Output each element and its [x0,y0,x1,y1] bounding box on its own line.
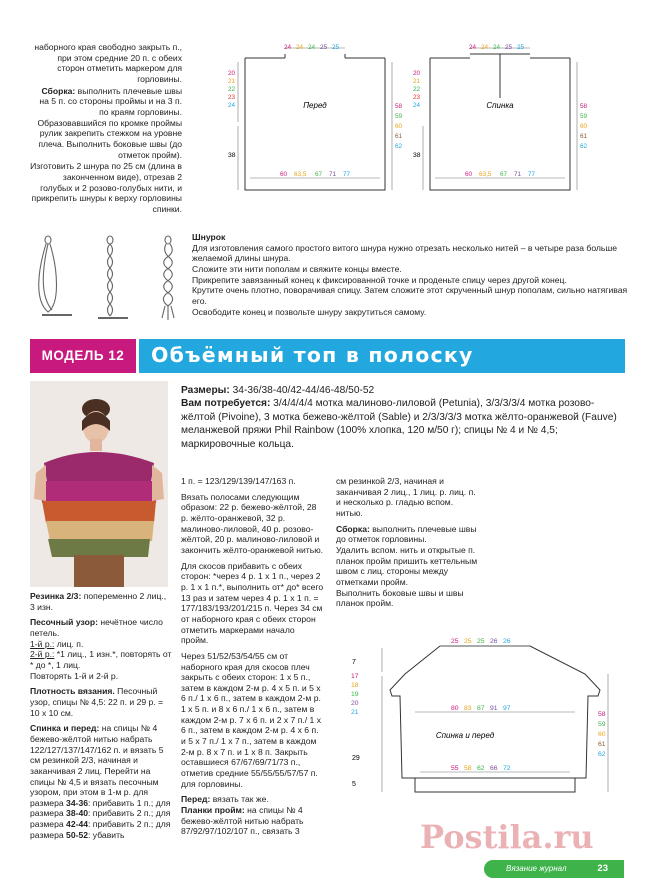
front-outline [245,54,385,190]
svg-text:21: 21 [351,709,359,716]
back-bottom-numbers [465,171,536,178]
svg-text:22: 22 [413,86,421,93]
svg-text:83: 83 [464,705,472,712]
back-height: 38 [413,152,421,159]
svg-text:24: 24 [493,44,501,51]
back-right-numbers [580,103,588,150]
svg-text:72: 72 [503,765,511,772]
bottom-numbers [451,765,511,772]
svg-text:25: 25 [451,638,459,645]
model-title-banner: Объёмный топ в полоску [139,339,625,373]
svg-text:26: 26 [490,638,498,645]
paragraph: Для скосов прибавить с обеих сторон: *через 4 р. 1 х 1 п., через 2 р. 1 х 1 п.*, выполнить от* до* всего 13 раз и затем через 4 р. 1 х 1 п. = 177/183/193/201/215 п. Через 34 см от наборного края с обеих сторон отметить маркерами начало пройм. [181,560,324,646]
svg-text:25: 25 [320,44,328,51]
svg-text:24: 24 [413,102,421,109]
cord-line: Прикрепите завязанный конец к фиксированной точке и проденьте спицу через другой конец. [192,274,567,285]
svg-text:22: 22 [228,86,236,93]
svg-text:24: 24 [308,44,316,51]
svg-text:19: 19 [351,691,359,698]
cord-illustration [30,230,190,326]
svg-text:21: 21 [228,78,236,85]
svg-text:80: 80 [451,705,459,712]
paragraph: Перед: вязать так же. [181,794,269,805]
sizes-line: Размеры: 34-36/38-40/42-44/46-48/50-52 [181,385,375,396]
right-numbers [598,711,606,758]
back-label: Спинка [486,101,514,110]
svg-text:60: 60 [395,123,403,130]
front-left-numbers [228,70,236,109]
svg-text:59: 59 [598,721,606,728]
paragraph: наборного края свободно закрыть п., при этом средние 20 п. с обеих сторон отметить маркером для горловины. [34,42,182,84]
svg-text:58: 58 [464,765,472,772]
paragraph: Повторять 1-й и 2-й р. [30,670,119,681]
svg-text:97: 97 [503,705,511,712]
svg-text:25: 25 [477,638,485,645]
svg-text:25: 25 [464,638,472,645]
bottom-schema [340,632,630,812]
svg-text:59: 59 [580,113,588,120]
model-photo [30,381,168,587]
front-bottom-numbers [280,171,351,178]
svg-text:61: 61 [580,133,588,140]
twisted-cord [98,236,128,318]
instructions-column-2 [181,476,324,837]
svg-text:21: 21 [413,78,421,85]
svg-text:59: 59 [395,113,403,120]
paragraph: 1 п. = 123/129/139/147/163 п. [181,476,296,486]
svg-text:26: 26 [503,638,511,645]
svg-text:58: 58 [395,103,403,110]
svg-text:24: 24 [284,44,292,51]
paragraph: Через 51/52/53/54/55 см от наборного края для скосов плеч закрыть с обеих сторон: 1 х 5 п., затем в каждом 2-м р. 4 х 5 п. и 5 х 6 п./ 1 х 6 п., затем в каждом 2-м р. 1 х 5 п. и 8 х 6 п./ 1 х 6 п., затем в каждом 2-м р. 7 х 6 п. и 2 х 7 п./ 1 х 6 п., затем в каждом 2-м р. 4 х 6 п. и 5 х 7 п./ 1 х 7 п., затем в каждом 2-м р. 8 х 7 п. и 1 х 8 п. Закрыть оставшиеся 67/67/69/71/73 п., отметив средние 55/55/55/57/57 п. для горловины. [181,650,321,789]
svg-text:66: 66 [490,765,498,772]
svg-text:55: 55 [451,765,459,772]
instructions-column-1 [30,591,172,840]
front-right-numbers [395,103,403,150]
svg-text:61: 61 [395,133,403,140]
paragraph: см резинкой 2/3, начиная и заканчивая 2 лиц., 1 лиц. р. лиц. п. и несколько р. гладью вспом. нитью. [336,476,476,518]
cord-line: Для изготовления самого простого витого шнура нужно отрезать несколько нитей – в четыре раза больше желаемой длины шнура. [192,242,618,264]
svg-text:61: 61 [598,741,606,748]
paragraph: Выполнить боковые швы и швы планок пройм. [336,587,464,609]
svg-text:77: 77 [528,171,536,178]
svg-text:25: 25 [505,44,513,51]
svg-text:63,5: 63,5 [479,171,492,178]
paragraph: Вязать полосами следующим образом: 22 р. бежево-жёлтой, 28 р. жёлто-оранжевой, 32 р. малиново-лиловой, 40 р. розово-жёлтой, 20 р. малиново-лиловой и закончить жёлто-оранжевой нитью. [181,491,324,555]
paragraph: Песочный узор: нечётное число петель. [30,617,163,638]
left-numbers [351,673,359,716]
svg-text:71: 71 [329,171,337,178]
svg-text:20: 20 [351,700,359,707]
svg-text:91: 91 [490,705,498,712]
svg-text:24: 24 [296,44,304,51]
svg-text:20: 20 [413,70,421,77]
svg-text:18: 18 [351,682,359,689]
paragraph: Удалить вспом. нить и открытые п. планок пройм пришить кеттельным швом с лиц. стороны между отметками пройм. [336,544,478,587]
top-numbers [451,638,511,645]
svg-text:60: 60 [465,171,473,178]
height-29: 29 [352,755,360,762]
paragraph: Плотность вязания. Песочный узор, спицы № 4,5: 22 п. и 29 р. = 10 х 10 см. [30,686,164,718]
loop-cord [39,236,72,315]
back-top-numbers [469,44,525,51]
svg-text:58: 58 [580,103,588,110]
finished-cord [162,236,174,320]
back-outline [430,54,570,190]
materials-line: Вам потребуется: 3/4/4/4/4 мотка малиново-лиловой (Petunia), 3/3/3/3/4 мотка розово-жёлтой (Pivoine), 3 мотка бежево-жёлтой (Sable) и 2/3/3/3/3 мотка жёлто-оранжевой (Fauve) меланжевой пряжи Phil Rainbow (100% хлопка, 120 м/50 г); спицы № 4 и № 4,5; маркировочные кольца. [181,398,617,450]
paragraph: Планки пройм: на спицы № 4 бежево-жёлтой нитью набрать 87/92/97/102/107 п., связать 3 [181,805,304,837]
paragraph: Резинка 2/3: попеременно 2 лиц., 3 изн. [30,591,167,612]
top-left-text [30,42,182,220]
sizes-block [181,384,627,451]
svg-text:67: 67 [500,171,508,178]
front-label: Перед [303,101,327,110]
svg-text:60: 60 [580,123,588,130]
svg-text:20: 20 [228,70,236,77]
paragraph: Спинка и перед: на спицы № 4 бежево-жёлтой нитью набрать 122/127/137/147/162 п. и вязать 5 см резинкой 2/3, начиная и заканчивая 2 лиц. Перейти на спицы № 4,5 и вязать песочным узором, при этом в 1-м р. для размера 34-36: прибавить 1 п.; для размера 38-40: прибавить 2 п.; для размера 42-44: прибавить 2 п.; для размера 50-52: убавить [30,723,171,840]
footer-text: Вязание журнал [506,864,567,873]
watermark-logo: Postila.ru [420,818,594,856]
svg-text:62: 62 [598,751,606,758]
paragraph: Сборка: выполнить плечевые швы до отметок горловины. [336,523,477,545]
back-left-numbers [413,70,421,109]
svg-text:58: 58 [598,711,606,718]
cord-line: Крутите очень плотно, поворачивая спицу. Затем сложите этот скрученный шнур пополам, сильно натягивая его. [192,285,628,306]
paragraph: 1-й р.: лиц. п. [30,638,84,649]
svg-text:23: 23 [228,94,236,101]
svg-text:24: 24 [228,102,236,109]
svg-text:24: 24 [481,44,489,51]
height-7: 7 [352,659,356,666]
svg-text:62: 62 [580,143,588,150]
cord-line: Сложите эти нити пополам и свяжите концы вместе. [192,263,402,274]
paragraph: Сборка: выполнить плечевые швы на 5 п. со стороны проймы и на 3 п. по краям горловины. Образовавшийся по кромке проймы рулик закрепить стежком на уровне плеча. Выполнить боковые швы (до отметок пройм). [37,85,182,160]
cord-title: Шнурок [192,232,226,242]
svg-text:60: 60 [280,171,288,178]
svg-text:25: 25 [332,44,340,51]
front-height: 38 [228,152,236,159]
mid-numbers [451,705,511,712]
svg-text:17: 17 [351,673,359,680]
cord-line: Освободите конец и позвольте шнуру закрутиться самому. [192,306,427,317]
svg-text:62: 62 [477,765,485,772]
paragraph: Изготовить 2 шнура по 25 см (длина в законченном виде), отрезав 2 голубых и 2 розово-голубых нити, и прикрепить шнуры к верху горловины спинки. [30,161,182,214]
dimension-lines [238,48,577,190]
svg-text:67: 67 [315,171,323,178]
front-top-numbers [284,44,340,51]
svg-text:23: 23 [413,94,421,101]
svg-text:60: 60 [598,731,606,738]
page-number: 23 [597,863,608,874]
instructions-column-3 [336,476,478,609]
svg-text:25: 25 [517,44,525,51]
svg-text:63,5: 63,5 [294,171,307,178]
body-label: Спинка и перед [435,731,495,740]
height-5: 5 [352,781,356,788]
paragraph: 2-й р.: *1 лиц., 1 изн.*, повторять от * до *, 1 лиц. [30,649,172,670]
footer-bar [484,860,624,878]
svg-text:87: 87 [477,705,485,712]
svg-text:77: 77 [343,171,351,178]
svg-text:24: 24 [469,44,477,51]
top-schema [200,40,630,200]
svg-text:71: 71 [514,171,522,178]
svg-text:62: 62 [395,143,403,150]
model-number-banner: МОДЕЛЬ 12 [30,339,136,373]
cord-instructions [192,232,628,317]
